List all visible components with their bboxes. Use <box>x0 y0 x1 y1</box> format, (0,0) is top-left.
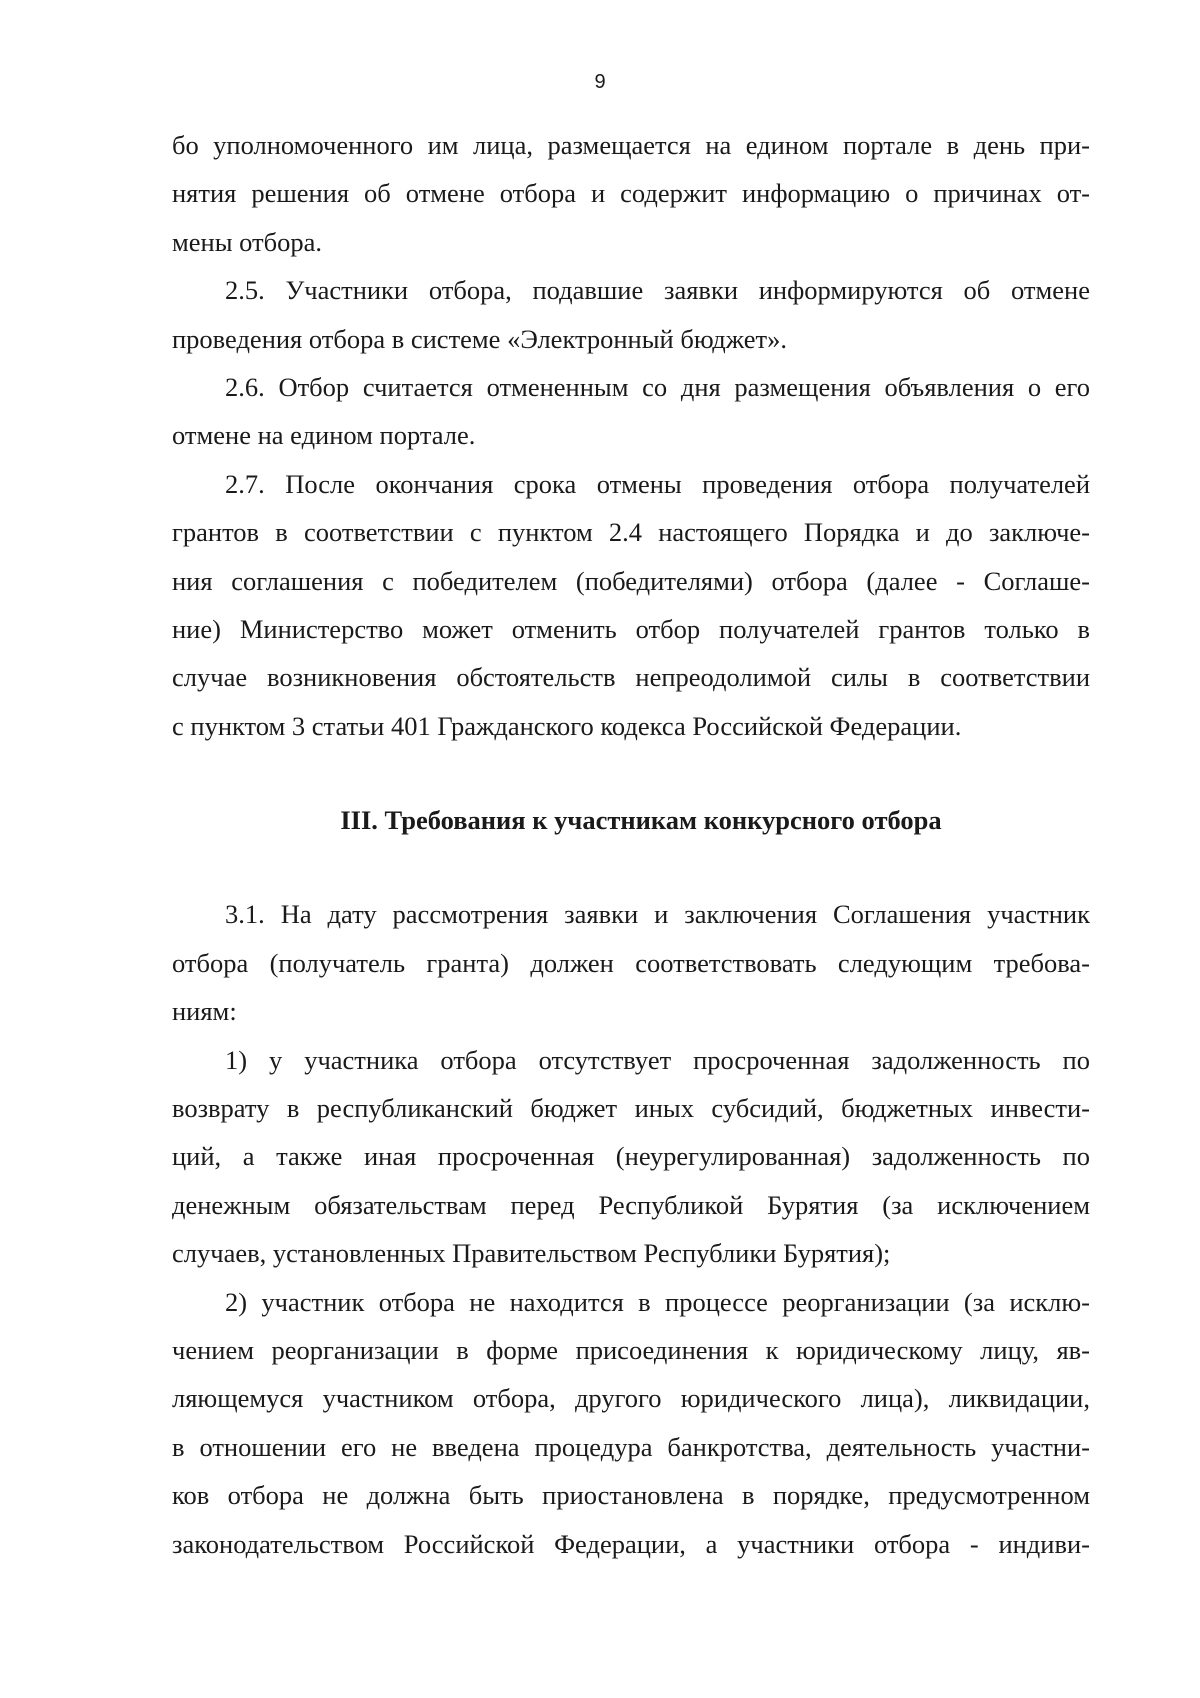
text-line: грантов в соответствии с пунктом 2.4 настоящего Порядка и до заключе- <box>172 517 1090 548</box>
text-line: возврату в республиканский бюджет иных субсидий, бюджетных инвести- <box>172 1093 1090 1124</box>
text-line: 3.1. На дату рассмотрения заявки и заключения Соглашения участник <box>225 899 1090 930</box>
text-line: денежным обязательствам перед Республикой Бурятия (за исключением <box>172 1189 1090 1220</box>
text-line: отбора (получатель гранта) должен соответствовать следующим требова- <box>172 947 1090 978</box>
text-line: ций, а также иная просроченная (неурегулированная) задолженность по <box>172 1141 1090 1172</box>
document-body <box>172 121 1090 1568</box>
list-item-1 <box>172 1036 1090 1278</box>
text-line: 2) участник отбора не находится в процессе реорганизации (за исклю- <box>225 1286 1090 1317</box>
text-line: с пунктом 3 статьи 401 Гражданского кодекса Российской Федерации. <box>172 710 962 741</box>
text-line: 2.7. После окончания срока отмены проведения отбора получателей <box>225 468 1090 499</box>
paragraph-3-1 <box>172 890 1090 1035</box>
text-line: проведения отбора в системе «Электронный бюджет». <box>172 323 787 354</box>
paragraph-2-7 <box>172 460 1090 750</box>
text-line: случаев, установленных Правительством Республики Бурятия); <box>172 1238 891 1269</box>
text-line: ниям: <box>172 996 237 1027</box>
text-line: ляющемуся участником отбора, другого юридического лица), ликвидации, <box>172 1383 1090 1414</box>
text-line: 2.5. Участники отбора, подавшие заявки информируются об отмене <box>225 275 1090 306</box>
text-line: чением реорганизации в форме присоединения к юридическому лицу, яв- <box>172 1334 1090 1365</box>
text-line: ния соглашения с победителем (победителями) отбора (далее - Соглаше- <box>172 565 1090 596</box>
paragraph-2-5 <box>172 266 1090 363</box>
page-number: 9 <box>594 71 606 93</box>
text-line: законодательством Российской Федерации, а участники отбора - индиви- <box>172 1528 1090 1559</box>
section-heading: III. Требования к участникам конкурсного отбора <box>340 805 942 836</box>
text-line: мены отбора. <box>172 226 322 257</box>
text-line: нятия решения об отмене отбора и содержит информацию о причинах от- <box>172 178 1090 209</box>
text-line: 1) у участника отбора отсутствует просроченная задолженность по <box>225 1044 1090 1075</box>
text-line: случае возникновения обстоятельств непреодолимой силы в соответствии <box>172 662 1090 693</box>
text-line: ков отбора не должна быть приостановлена в порядке, предусмотренном <box>172 1480 1090 1511</box>
text-line: отмене на едином портале. <box>172 420 476 451</box>
paragraph-2-6 <box>172 363 1090 460</box>
paragraph-continuation <box>172 121 1090 266</box>
text-line: бо уполномоченного им лица, размещается на едином портале в день при- <box>172 130 1090 160</box>
text-line: в отношении его не введена процедура банкротства, деятельность участни- <box>172 1431 1090 1462</box>
text-line: ние) Министерство может отменить отбор получателей грантов только в <box>172 613 1090 644</box>
text-line: 2.6. Отбор считается отмененным со дня размещения объявления о его <box>225 371 1090 402</box>
list-item-2 <box>172 1278 1090 1568</box>
